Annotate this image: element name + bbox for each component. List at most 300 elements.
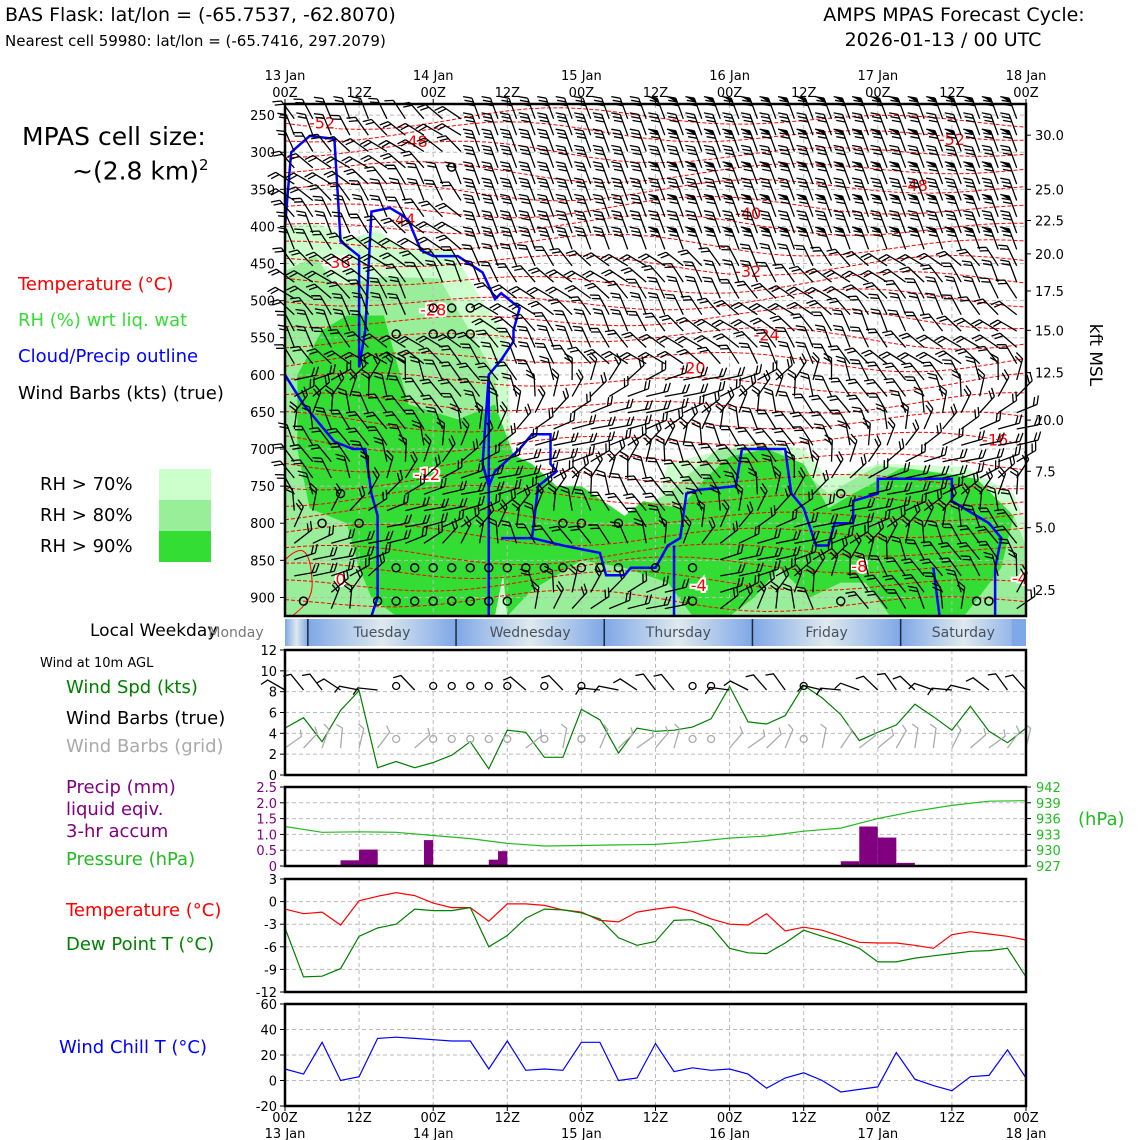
weekday-name: Friday bbox=[805, 625, 848, 641]
precip-label: Precip (mm) bbox=[66, 777, 176, 798]
wind-barb bbox=[884, 281, 906, 299]
rh80-label: RH > 80% bbox=[40, 505, 133, 526]
wind-barb bbox=[665, 418, 675, 445]
wind-barb bbox=[368, 98, 387, 118]
wind-barb bbox=[292, 198, 313, 217]
wind-barb bbox=[811, 312, 831, 331]
wind-barb bbox=[906, 443, 926, 462]
wind-barbs-true-label: Wind Barbs (true) bbox=[66, 708, 226, 729]
wind-barb bbox=[879, 352, 906, 364]
temperature-contour-label: -12 bbox=[413, 465, 441, 485]
grid-wind-barb bbox=[526, 729, 542, 748]
wind-barb bbox=[517, 245, 535, 266]
kft-tick-label: 2.5 bbox=[1035, 584, 1056, 600]
grid-wind-barb bbox=[785, 724, 793, 748]
kft-axis-label: kft MSL bbox=[1085, 323, 1105, 387]
top-date-label: 16 Jan bbox=[709, 69, 750, 84]
wind-barb bbox=[551, 369, 558, 397]
wind-barb bbox=[593, 227, 609, 249]
top-date-label: 17 Jan bbox=[857, 69, 899, 84]
grid-calm-marker bbox=[448, 736, 455, 743]
wind-barb bbox=[574, 146, 591, 168]
wind-barb bbox=[630, 211, 646, 233]
wind-barb bbox=[537, 211, 553, 233]
bottom-date-label: 15 Jan bbox=[561, 1127, 602, 1140]
pressure-tick-label: 300 bbox=[250, 146, 275, 162]
pressure-tick-label-right: 930 bbox=[1036, 844, 1061, 860]
bottom-hour-label: 00Z bbox=[1013, 1111, 1039, 1126]
wind-barb bbox=[718, 345, 739, 364]
wind-barb bbox=[630, 227, 646, 249]
wind-barb bbox=[998, 392, 1016, 413]
panel-tick-label: 0.5 bbox=[256, 844, 277, 860]
wind-barb bbox=[591, 451, 603, 478]
panel-tick-label: 2.0 bbox=[256, 796, 277, 812]
wind-barb bbox=[513, 385, 520, 413]
wind-barb bbox=[794, 354, 806, 381]
wind-barb bbox=[535, 431, 558, 446]
surface-wind-barb bbox=[613, 679, 637, 690]
wind-barb bbox=[537, 162, 553, 184]
wind-barb bbox=[500, 227, 516, 249]
wind-barb bbox=[482, 113, 498, 135]
wind-barb bbox=[941, 263, 961, 282]
wind-barb bbox=[641, 266, 664, 283]
panel-tick-label: 6 bbox=[268, 706, 277, 722]
wind-barb bbox=[668, 439, 683, 462]
surface-wind-barb bbox=[835, 683, 860, 690]
grid-wind-barb bbox=[821, 724, 827, 748]
wind-barb bbox=[731, 303, 757, 315]
legend-temperature: Temperature (°C) bbox=[18, 274, 174, 295]
panel-tick-label: 0 bbox=[268, 860, 277, 875]
panel-tick-label: -3 bbox=[264, 918, 277, 934]
grid-wind-barb bbox=[767, 728, 781, 749]
wind-barb bbox=[463, 129, 479, 151]
wind-barb bbox=[639, 335, 665, 348]
kft-tick-label: 10.0 bbox=[1035, 414, 1064, 430]
wind-barb bbox=[591, 372, 607, 396]
wind-barb bbox=[991, 301, 1017, 315]
grid-calm-marker bbox=[708, 736, 715, 743]
wind-barb bbox=[463, 211, 479, 233]
surface-calm-marker bbox=[541, 683, 548, 690]
wind-barb bbox=[517, 326, 535, 347]
surface-wind-barbs bbox=[261, 674, 1031, 748]
wind-barb bbox=[593, 162, 609, 184]
grid-calm-marker bbox=[541, 736, 548, 743]
temperature-contour-label: -4 bbox=[690, 575, 707, 595]
wind-barb bbox=[924, 446, 947, 462]
bottom-date-label: 18 Jan bbox=[1005, 1127, 1047, 1140]
wind-barb bbox=[482, 211, 498, 233]
wind-barb bbox=[980, 278, 999, 298]
surface-wind-barb bbox=[766, 674, 786, 690]
panel-tick-label: 0 bbox=[268, 769, 277, 784]
top-hour-label: 12Z bbox=[642, 86, 669, 101]
wind-barb bbox=[897, 255, 924, 266]
wind-barb bbox=[809, 412, 831, 429]
panel-tick-label: 3 bbox=[268, 873, 277, 888]
cycle-title: AMPS MPAS Forecast Cycle: bbox=[823, 4, 1085, 26]
precip-liquid-label: liquid eqiv. bbox=[66, 799, 164, 820]
wind-barb bbox=[605, 281, 628, 298]
wind-barb bbox=[823, 270, 850, 282]
wind-barb bbox=[646, 383, 670, 397]
cell-size-line2: ~(2.8 km)$^2$ bbox=[72, 156, 209, 186]
wind-barb bbox=[535, 386, 545, 413]
wind-barb bbox=[764, 388, 776, 413]
grid-calm-marker bbox=[485, 736, 492, 743]
grid-wind-barb bbox=[674, 724, 680, 748]
top-hour-label: 00Z bbox=[1013, 86, 1039, 101]
wind-barb bbox=[537, 146, 553, 168]
wind-barb bbox=[556, 129, 572, 151]
wind-barb bbox=[630, 195, 646, 217]
kft-tick-label: 20.0 bbox=[1035, 247, 1064, 263]
weekday-tail bbox=[1012, 619, 1026, 646]
wind-barb bbox=[626, 279, 646, 298]
temperature-contour-label: -24 bbox=[753, 325, 780, 345]
wind-barb bbox=[593, 113, 609, 135]
bottom-hour-label: 12Z bbox=[790, 1111, 817, 1126]
grid-wind-barb bbox=[415, 728, 430, 748]
wind-barb bbox=[611, 97, 627, 119]
panel-tick-label: -6 bbox=[264, 940, 277, 956]
wind-barb bbox=[980, 411, 1001, 429]
wind-barb bbox=[572, 454, 588, 478]
wind-barb bbox=[998, 415, 1022, 430]
wind-barb bbox=[702, 277, 720, 298]
surface-wind-barb bbox=[724, 681, 748, 690]
wind-barb bbox=[556, 227, 572, 249]
temperature-contour-label: -16 bbox=[982, 430, 1009, 450]
wind-barb bbox=[556, 113, 572, 135]
wind-barb bbox=[554, 311, 573, 332]
legend-wind-barbs: Wind Barbs (kts) (true) bbox=[18, 383, 224, 404]
panel-tick-label: 2.5 bbox=[256, 781, 277, 796]
wind-barb bbox=[435, 107, 461, 119]
wind-barb bbox=[591, 396, 613, 413]
wind-barb bbox=[980, 388, 995, 413]
wind-barb bbox=[517, 404, 531, 429]
wind-barb bbox=[537, 129, 553, 151]
grid-wind-barb bbox=[618, 728, 633, 749]
wind-barb bbox=[434, 222, 461, 233]
wind-barb bbox=[630, 146, 646, 168]
wind-barb bbox=[500, 129, 516, 151]
precip-panel bbox=[280, 787, 1026, 866]
wind-barb bbox=[609, 376, 628, 396]
wind-barb bbox=[996, 280, 1017, 298]
wind-barb bbox=[526, 370, 535, 396]
grid-wind-barb bbox=[859, 729, 875, 748]
surface-calm-marker bbox=[448, 683, 455, 690]
kft-tick-label: 15.0 bbox=[1035, 324, 1064, 340]
wind-barb bbox=[397, 238, 424, 249]
top-hour-label: 12Z bbox=[494, 86, 521, 101]
temperature-contour-label: -44 bbox=[389, 209, 416, 229]
wind-barb bbox=[924, 423, 941, 445]
wind-barb bbox=[1017, 396, 1039, 413]
grid-wind-barb bbox=[304, 727, 318, 748]
surface-wind-barb bbox=[746, 675, 767, 690]
wind-barb bbox=[768, 304, 795, 315]
kft-tick-label: 17.5 bbox=[1035, 284, 1064, 300]
wind-barb bbox=[977, 369, 985, 397]
wind-barb bbox=[596, 470, 609, 494]
precip-bar bbox=[359, 852, 378, 866]
wind-barb bbox=[665, 294, 684, 314]
pressure-tick-label: 600 bbox=[250, 368, 275, 384]
surface-wind-barb bbox=[856, 676, 878, 690]
panel-tick-label: 40 bbox=[260, 1023, 277, 1039]
panel-tick-label: 1.0 bbox=[256, 828, 277, 844]
wind-barb bbox=[611, 162, 627, 184]
wind-barb bbox=[777, 391, 794, 412]
wind-barb bbox=[519, 129, 535, 151]
panel-tick-label: 10 bbox=[260, 664, 277, 680]
wind-barb bbox=[537, 195, 553, 217]
temperature-contour-label: -52 bbox=[308, 113, 336, 133]
wind-barb bbox=[556, 325, 573, 347]
wind-barb bbox=[482, 129, 498, 151]
wind-barb bbox=[683, 262, 702, 283]
wind-barb bbox=[500, 146, 516, 168]
wind-chill-label: Wind Chill T (°C) bbox=[59, 1037, 207, 1058]
grid-calm-marker bbox=[689, 736, 696, 743]
surface-wind-barb bbox=[877, 674, 896, 690]
bottom-hour-label: 00Z bbox=[865, 1111, 891, 1126]
wind-barb bbox=[962, 261, 980, 282]
wind-barb bbox=[961, 386, 971, 413]
temperature-contour-label: -48 bbox=[901, 175, 928, 195]
wind-barb bbox=[943, 427, 964, 446]
temperature-contour-label: -28 bbox=[420, 300, 447, 320]
top-hour-label: 00Z bbox=[568, 86, 595, 101]
wind-barb bbox=[574, 211, 591, 233]
wind-barb bbox=[574, 162, 591, 184]
wind-barb bbox=[364, 167, 387, 184]
wind-barb bbox=[593, 211, 609, 233]
wind-barb bbox=[630, 129, 646, 151]
temperature-panel bbox=[280, 879, 1026, 992]
wind-barb bbox=[916, 335, 942, 347]
temperature-contour-label: -40 bbox=[735, 204, 762, 224]
weekday-tint bbox=[285, 619, 1026, 646]
kft-tick-label: 25.0 bbox=[1035, 183, 1064, 199]
wind-barb bbox=[887, 439, 904, 462]
surface-wind-barb bbox=[893, 676, 915, 690]
wind-chill-panel bbox=[280, 1004, 1026, 1106]
wind-barb bbox=[546, 270, 572, 282]
panel-tick-label: 8 bbox=[268, 685, 277, 701]
wind-barb bbox=[307, 185, 331, 201]
wind-barb bbox=[482, 195, 498, 217]
wind-barb bbox=[788, 370, 796, 397]
grid-wind-barb bbox=[896, 725, 906, 748]
temperature-contour-label: -48 bbox=[401, 132, 428, 152]
wind-barb bbox=[728, 404, 739, 429]
wind-barb bbox=[347, 117, 369, 135]
wind-barb bbox=[519, 162, 535, 184]
wind-barb bbox=[694, 319, 721, 331]
surface-wind-barb bbox=[909, 683, 934, 690]
wind-barb bbox=[1010, 467, 1018, 494]
wind-barb bbox=[908, 293, 924, 315]
surface-calm-marker bbox=[393, 683, 400, 690]
wind-barb bbox=[796, 342, 813, 364]
bottom-hour-label: 00Z bbox=[716, 1111, 743, 1126]
grid-wind-barb bbox=[912, 724, 918, 748]
pressure-label: Pressure (hPa) bbox=[66, 849, 196, 870]
wind-barb bbox=[963, 277, 980, 299]
wind-barb bbox=[385, 165, 405, 184]
wind-barb bbox=[440, 182, 461, 201]
wind-barb bbox=[998, 245, 1017, 266]
wind-barb bbox=[401, 151, 424, 168]
pressure-tick-label-right: 936 bbox=[1036, 812, 1061, 828]
wind-barb bbox=[463, 195, 479, 217]
rh90-label: RH > 90% bbox=[40, 536, 133, 557]
pressure-tick-label: 450 bbox=[250, 257, 275, 273]
grid-wind-barb bbox=[930, 724, 936, 748]
wind-barb bbox=[593, 309, 610, 331]
weekday-name: Monday bbox=[208, 625, 264, 641]
pressure-tick-label: 350 bbox=[250, 183, 275, 199]
wind-barb bbox=[556, 162, 572, 184]
wind-barb bbox=[759, 342, 776, 364]
bottom-hour-label: 12Z bbox=[346, 1111, 372, 1126]
surface-wind-barb bbox=[1005, 675, 1026, 690]
bottom-hour-label: 12Z bbox=[494, 1111, 521, 1126]
wind-barb bbox=[593, 195, 609, 217]
cycle-date: 2026-01-13 / 00 UTC bbox=[844, 29, 1042, 51]
wind-barb bbox=[778, 244, 795, 266]
wind-barb bbox=[589, 352, 596, 380]
wind-barb bbox=[790, 412, 813, 429]
wind-barb bbox=[800, 372, 813, 396]
wind-barb bbox=[519, 146, 535, 168]
surface-wind-barb bbox=[988, 674, 1008, 690]
pressure-tick-label-right: 927 bbox=[1036, 860, 1061, 875]
wind-barb bbox=[500, 211, 516, 233]
wind-barb bbox=[1017, 372, 1032, 396]
grid-wind-barb bbox=[970, 728, 985, 748]
wind-barb bbox=[869, 294, 888, 315]
weekday-name: Wednesday bbox=[489, 625, 571, 641]
bottom-date-label: 13 Jan bbox=[264, 1127, 306, 1140]
wind-barb bbox=[643, 313, 665, 331]
precip-accum-label: 3-hr accum bbox=[66, 821, 169, 842]
pressure-tick-label: 500 bbox=[250, 294, 275, 310]
wind-barb bbox=[611, 211, 627, 233]
bottom-hour-label: 12Z bbox=[642, 1111, 669, 1126]
surface-wind-barb bbox=[503, 677, 526, 690]
wind-barb bbox=[833, 326, 850, 348]
grid-wind-barb bbox=[561, 724, 567, 748]
wind-barb bbox=[778, 341, 794, 363]
kft-tick-label: 5.0 bbox=[1035, 521, 1056, 537]
wind-barb bbox=[739, 385, 747, 413]
surface-wind-barb bbox=[636, 674, 656, 690]
wind-barb bbox=[863, 283, 887, 299]
wind-barb bbox=[628, 415, 652, 429]
wind-barb bbox=[551, 345, 572, 363]
top-date-label: 14 Jan bbox=[412, 69, 454, 84]
grid-wind-barb bbox=[1007, 726, 1019, 748]
top-hour-label: 12Z bbox=[939, 86, 965, 101]
wind-speed-panel bbox=[280, 650, 1026, 775]
wind-barb bbox=[342, 139, 368, 152]
grid-calm-marker bbox=[393, 736, 400, 743]
temperature-contour-label: -52 bbox=[938, 129, 965, 149]
pressure-tick-label: 800 bbox=[250, 517, 275, 533]
wind-barb bbox=[924, 402, 933, 429]
wind-barb bbox=[611, 129, 627, 151]
wind-barb bbox=[888, 310, 906, 331]
wind-barb bbox=[887, 418, 895, 446]
weekday-name: Thursday bbox=[645, 625, 711, 641]
wind-barb bbox=[500, 162, 516, 184]
wind-barb bbox=[271, 200, 294, 217]
top-hour-label: 00Z bbox=[865, 86, 891, 101]
wind-barb bbox=[533, 313, 554, 332]
dewpoint-label: Dew Point T (°C) bbox=[66, 934, 215, 955]
wind-barb bbox=[609, 399, 633, 413]
wind-barb bbox=[482, 146, 498, 168]
precip-bar bbox=[424, 840, 433, 866]
surface-wind-barb bbox=[966, 678, 989, 690]
temperature-contour-label: -4 bbox=[1011, 569, 1028, 589]
temperature-contour-label: 0 bbox=[335, 569, 346, 589]
wind-barb bbox=[794, 245, 813, 265]
bottom-hour-label: 12Z bbox=[939, 1111, 965, 1126]
bottom-date-label: 17 Jan bbox=[857, 1127, 899, 1140]
wind-barb bbox=[685, 276, 702, 298]
wind-barb bbox=[569, 297, 591, 315]
kft-tick-label: 30.0 bbox=[1035, 129, 1064, 145]
pressure-tick-label: 250 bbox=[250, 109, 275, 125]
rh70-label: RH > 70% bbox=[40, 474, 133, 495]
panel-tick-label: -12 bbox=[255, 986, 277, 1001]
top-date-label: 13 Jan bbox=[264, 69, 306, 84]
grid-wind-barb bbox=[285, 730, 301, 748]
kft-tick-label: 22.5 bbox=[1035, 214, 1064, 230]
surface-calm-marker bbox=[485, 683, 492, 690]
wind-barb bbox=[556, 146, 572, 168]
wind-barb bbox=[772, 428, 795, 445]
top-hour-label: 12Z bbox=[790, 86, 817, 101]
wind-barb bbox=[593, 146, 609, 168]
wind-barb bbox=[509, 287, 536, 299]
pressure-tick-label: 900 bbox=[250, 591, 275, 607]
wind-barb bbox=[313, 196, 332, 217]
bottom-hour-label: 00Z bbox=[272, 1111, 298, 1126]
wind-barb bbox=[662, 264, 683, 283]
wind-barb bbox=[482, 162, 498, 184]
wind-barb bbox=[809, 395, 832, 412]
grid-wind-barb bbox=[841, 725, 852, 748]
wind-barb bbox=[901, 402, 909, 429]
wind-barb bbox=[620, 452, 628, 479]
bottom-hour-label: 00Z bbox=[568, 1111, 595, 1126]
wind-barb bbox=[648, 293, 665, 315]
precip-bar bbox=[859, 827, 878, 867]
wind-barb bbox=[810, 247, 831, 265]
pressure-tick-label-right: 942 bbox=[1036, 781, 1061, 796]
weekday-label: Local Weekday bbox=[90, 621, 218, 641]
